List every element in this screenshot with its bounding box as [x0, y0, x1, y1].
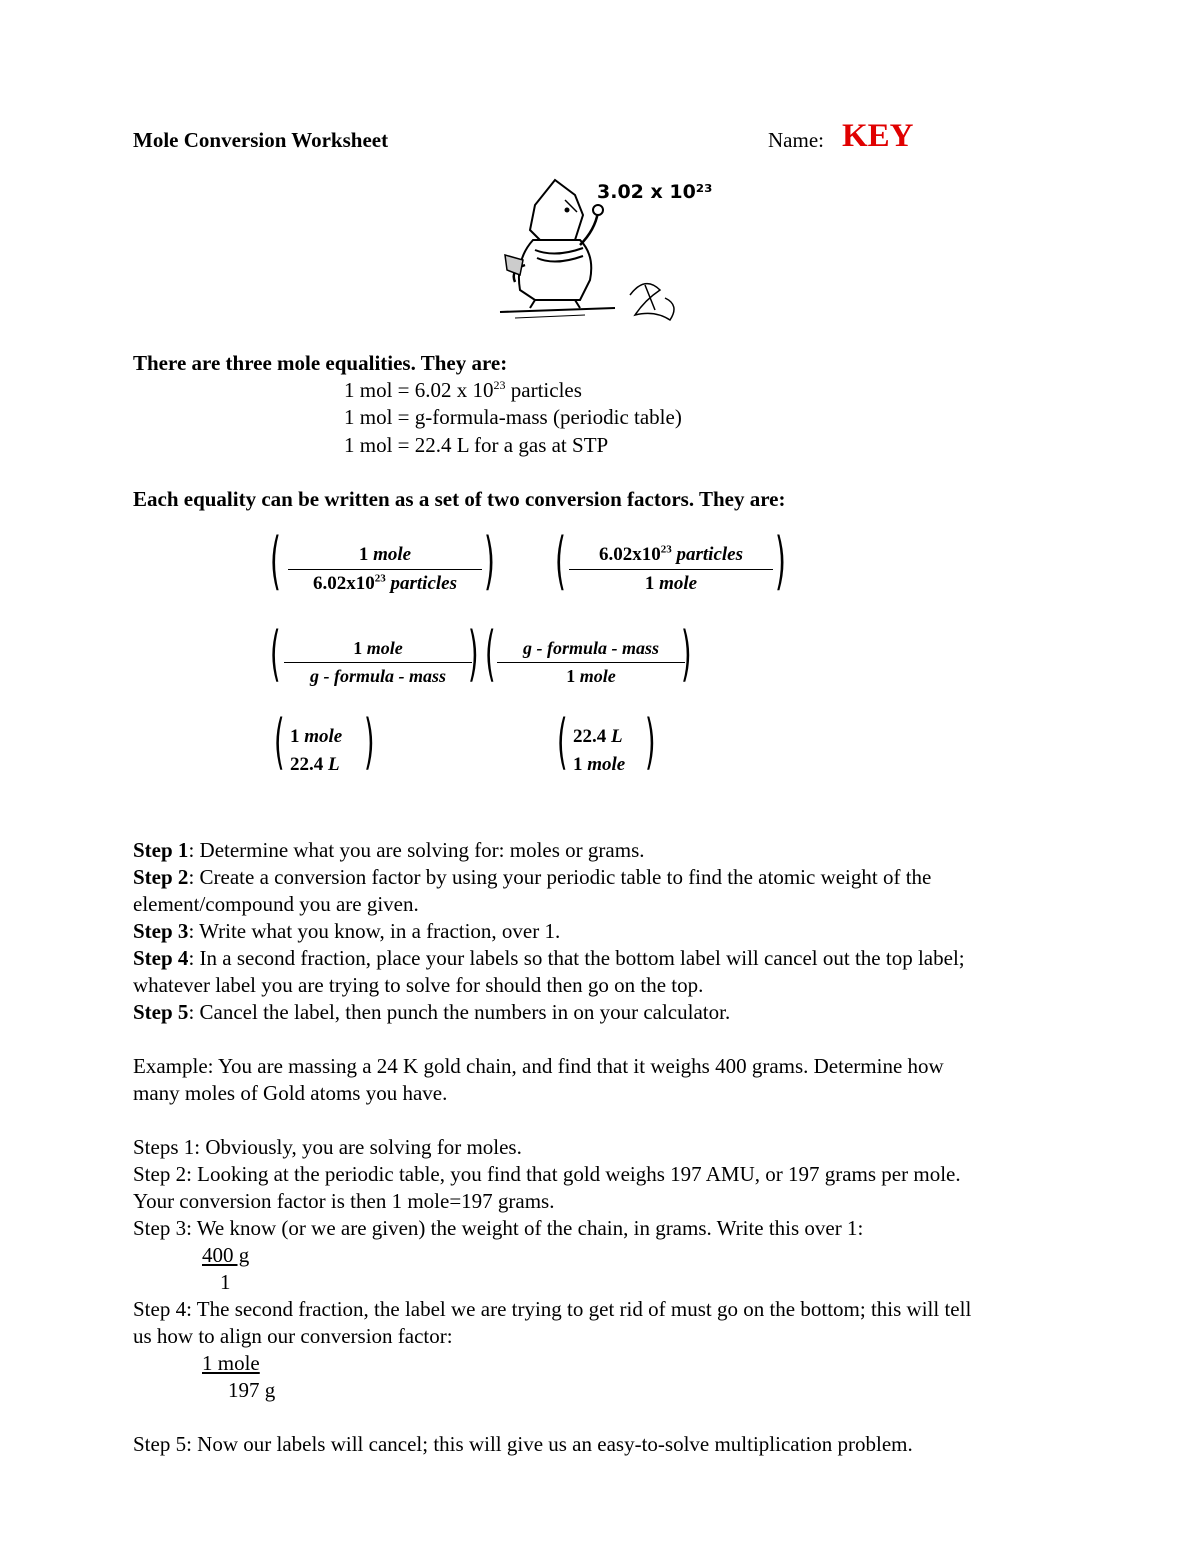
step5-line: Step 5: Now our labels will cancel; this will give us an easy-to-solve multiplication problem. — [133, 1432, 913, 1456]
fraction-2-denominator: 197 g — [228, 1378, 276, 1402]
equality-item-1: 1 mol = 6.02 x $10^{23}$ particles — [344, 378, 582, 402]
worksheet-title: Mole Conversion Worksheet — [133, 128, 389, 152]
step-line-2b: element/compound you are given. — [133, 892, 419, 916]
example-line-2: many moles of Gold atoms you have. — [133, 1081, 448, 1105]
step-line-2: Step 2: Create a conversion factor by using your periodic table to find the atomic weight of the — [133, 865, 932, 889]
step4-line-2: us how to align our conversion factor: — [133, 1324, 453, 1348]
step-line-5: Step 5: Cancel the label, then punch the numbers in on your calculator. — [133, 1000, 731, 1024]
conversion-factor-4: ( g - formula - mass 1 mole ) — [485, 619, 692, 689]
cartoon-caption: 3.02 x 10²³ — [597, 181, 713, 203]
example-line-1: Example: You are massing a 24 K gold chain, and find that it weighs 400 grams. Determine how — [133, 1054, 944, 1078]
equalities-heading: There are three mole equalities. They are: — [133, 351, 508, 375]
step4-line-1: Step 4: The second fraction, the label we are trying to get rid of must go on the bottom; this will tell — [133, 1297, 972, 1321]
walkthrough-line-2: Step 2: Looking at the periodic table, you find that gold weighs 197 AMU, or 197 grams per mole. — [133, 1162, 961, 1186]
fraction-1-numerator: 400 g — [202, 1243, 250, 1267]
conversion-factor-3: ( 1 mole g - formula - mass ) — [270, 619, 479, 689]
step-line-3: Step 3: Write what you know, in a fraction, over 1. — [133, 919, 561, 943]
conversion-factor-5: ( 1 mole 22.4 L ) — [274, 707, 375, 777]
walkthrough-line-3: Your conversion factor is then 1 mole=197 grams. — [133, 1189, 555, 1213]
walkthrough-line-1: Steps 1: Obviously, you are solving for moles. — [133, 1135, 522, 1159]
conversion-factor-1: ( 1 mole $6.02x10^{23}$ particles ) — [270, 524, 495, 597]
fraction-1-denominator: 1 — [220, 1270, 231, 1294]
name-value: KEY — [842, 118, 914, 154]
equality-item-3: 1 mol = 22.4 L for a gas at STP — [344, 433, 609, 457]
factors-heading: Each equality can be written as a set of two conversion factors. They are: — [133, 487, 786, 511]
equality-item-2: 1 mol = g-formula-mass (periodic table) — [344, 405, 682, 429]
mole-cartoon-image — [495, 170, 725, 330]
name-label: Name: — [768, 128, 824, 152]
fraction-2-numerator: 1 mole — [202, 1351, 260, 1375]
step-line-1: Step 1: Determine what you are solving for: moles or grams. — [133, 838, 645, 862]
step-line-4b: whatever label you are trying to solve for should then go on the top. — [133, 973, 704, 997]
step-line-4: Step 4: In a second fraction, place your labels so that the bottom label will cancel out the top label; — [133, 946, 965, 970]
conversion-factor-2: ( $6.02x10^{23}$ particles 1 mole ) — [555, 524, 786, 597]
walkthrough-line-4: Step 3: We know (or we are given) the weight of the chain, in grams. Write this over 1: — [133, 1216, 864, 1240]
conversion-factor-6: ( 22.4 L 1 mole ) — [557, 707, 656, 777]
